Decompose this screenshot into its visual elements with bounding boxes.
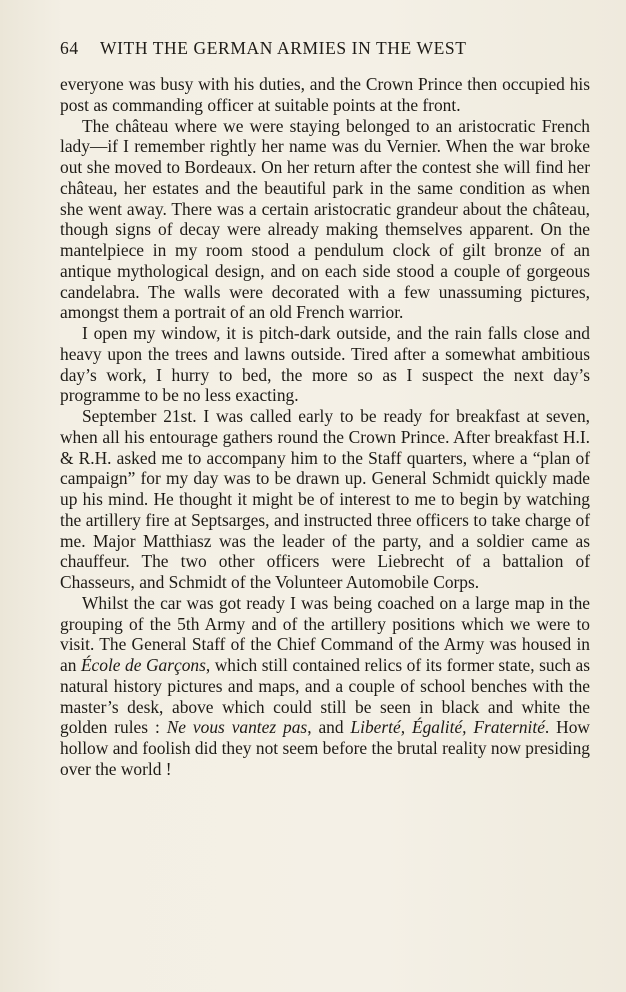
running-title: WITH THE GERMAN ARMIES IN THE WEST <box>100 38 467 58</box>
p5-text-a: Whilst the car was got ready I was being coached on a large map in the grouping of the 5th Army and of the artillery positions which we were to visit. The General Staff of the Chief Command of the Army was housed in an <box>60 592 590 675</box>
paragraph-2: The château where we were staying belonged to an aristocratic French lady—if I remember rightly her name was du Vernier. When the war broke out she moved to Bordeaux. On her return after the contest she will find her château, her estates and the beautiful park in the same condition as when she went away. There was a certain aristocratic grandeur about the château, though signs of decay were already making themselves apparent. On the mantelpiece in my room stood a pendulum clock of gilt bronze of an antique mythological design, and on each side stood a couple of gorgeous candelabra. The walls were decorated with a few unassuming pictures, amongst them a portrait of an old French warrior. <box>60 115 590 323</box>
paragraph-5 <box>60 593 590 780</box>
p5-text-e: , and <box>307 717 351 738</box>
p5-text-c: , which still contained relics of its former state, such as natural history pictures and maps, and a couple of school benches with the master’s desk, above which could still be seen in black and white the golden rules : <box>60 655 591 738</box>
paragraph-1: everyone was busy with his duties, and the Crown Prince then occupied his post as commanding officer at suitable points at the front. <box>60 74 590 115</box>
paragraph-4: September 21st. I was called early to be ready for breakfast at seven, when all his entourage gathers round the Crown Prince. After breakfast H.I. & R.H. asked me to accompany him to the Staff quarters, where a “plan of campaign” for my day was to be drawn up. General Schmidt quickly made up his mind. He thought it might be of interest to me to begin by watching the artillery fire at Septsarges, and instructed three officers to take charge of me. Major Matthiasz was the leader of the party, and a soldier came as chauffeur. The two other officers were Liebrecht of a battalion of Chasseurs, and Schmidt of the Volunteer Automobile Corps. <box>60 406 590 592</box>
running-header <box>60 38 570 62</box>
paragraph-3: I open my window, it is pitch-dark outside, and the rain falls close and heavy upon the trees and lawns outside. Tired after a somewhat ambitious day’s work, I hurry to bed, the more so as I suspect the next day’s programme to be no less exacting. <box>60 323 590 406</box>
p5-italic-ecole: École de Garçons <box>80 655 206 675</box>
p5-italic-liberte: Liberté, Égalité, Fraternité <box>350 717 545 738</box>
p5-italic-motto: Ne vous vantez pas <box>166 717 308 738</box>
body-text <box>60 74 590 780</box>
page-number: 64 <box>60 38 79 58</box>
p5-text-g: . How hollow and foolish did they not seem before the brutal reality now presiding over the world ! <box>60 717 590 779</box>
